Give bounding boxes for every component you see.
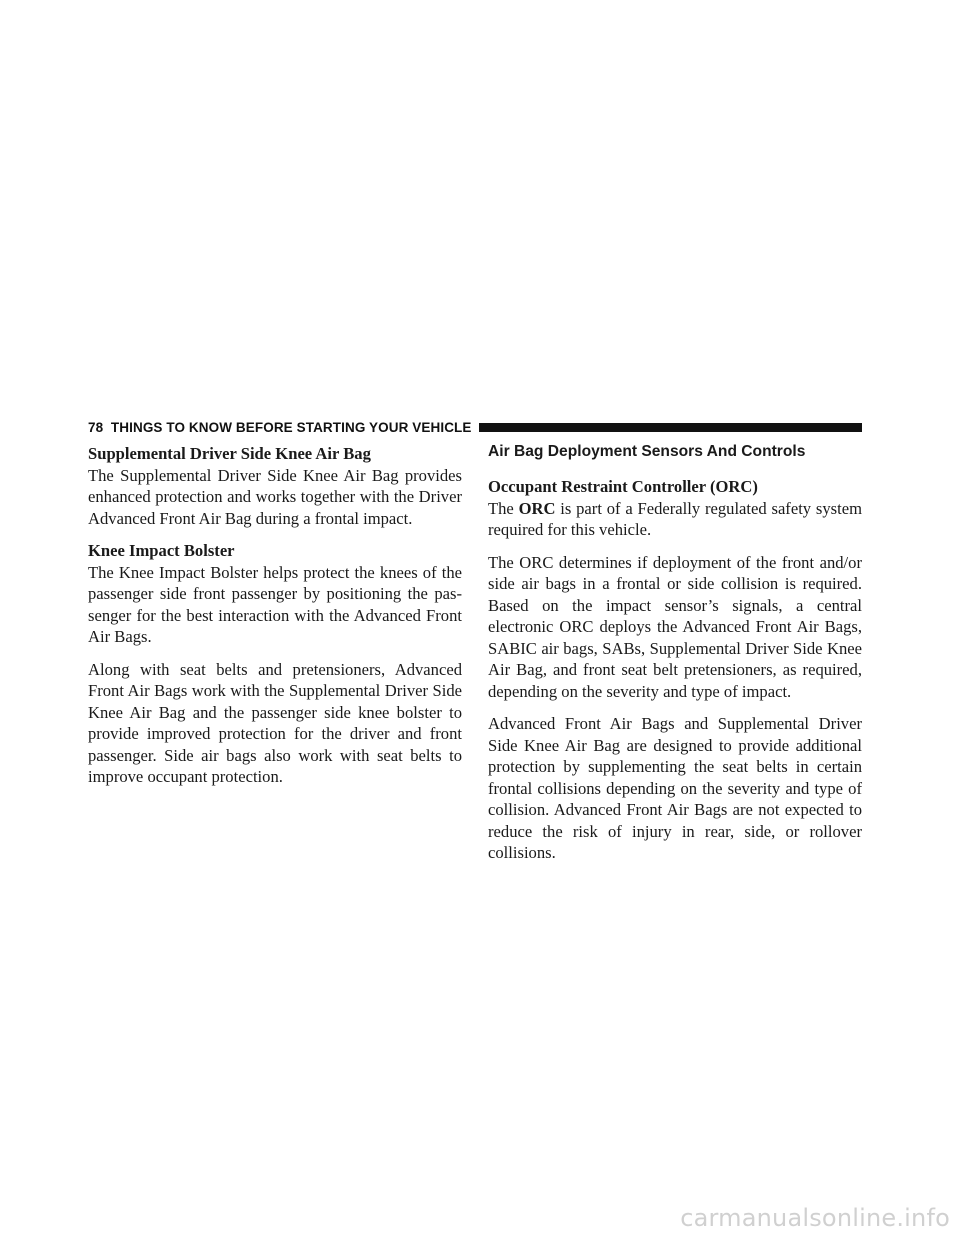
knee-bolster-heading: Knee Impact Bolster <box>88 541 235 560</box>
orc-intro <box>488 498 862 541</box>
watermark: carmanualsonline.info <box>680 1204 950 1232</box>
seat-belts-paragraph: Along with seat belts and pretensioners, Advanced Front Air Bags work with the Supplemental Driver Side Knee Air Bag and the passenger side knee bolster to provide improved protection for the driver and front passenger. Side air bags also work with seat belts to improve occupant protection. <box>88 659 462 786</box>
orc-intro-the: The <box>488 498 514 518</box>
advanced-air-bags-paragraph: Advanced Front Air Bags and Supplemental Driver Side Knee Air Bag are designed to provide additional protection by supplementing the seat belts in certain frontal collisions depending on the severity and type of collision. Advanced Front Air Bags are not expected to reduce the risk of injury in rear, side, or rollover collisions. <box>488 714 862 862</box>
section-title: THINGS TO KNOW BEFORE STARTING YOUR VEHICLE <box>110 419 472 435</box>
orc-heading: Occupant Restraint Controller (ORC) <box>488 477 758 496</box>
right-column <box>488 443 862 875</box>
page-header <box>88 419 862 435</box>
left-column <box>88 443 462 799</box>
deployment-section-heading: Air Bag Deployment Sensors And Controls <box>488 443 806 460</box>
page-number: 78 <box>88 419 104 435</box>
orc-intro-acronym: ORC <box>518 498 556 518</box>
knee-air-bag-body: The Supplemental Driver Side Knee Air Bag provides enhanced protection and works together with the Driver Advanced Front Air Bag during a frontal impact. <box>88 465 462 528</box>
header-rule <box>479 423 863 432</box>
header-text <box>88 420 472 435</box>
knee-air-bag-heading: Supplemental Driver Side Knee Air Bag <box>88 444 371 463</box>
knee-bolster-body: The Knee Impact Bolster helps protect the knees of the passenger side front passenger by positioning the passenger for the best interaction with the Advanced Front Air Bags. <box>88 562 462 646</box>
orc-determines-paragraph: The ORC determines if deployment of the front and/or side air bags in a frontal or side collision is required. Based on the impact sensor’s signals, a central electronic ORC deploys the Advanced Front Air Bags, SABIC air bags, SABs, Supplemental Driver Side Knee Air Bag, and front seat belt pretensioners, as required, depending on the severity and type of impact. <box>488 552 862 701</box>
orc-intro-rest: is part of a Federally regulated safety system required for this vehicle. <box>488 498 862 539</box>
